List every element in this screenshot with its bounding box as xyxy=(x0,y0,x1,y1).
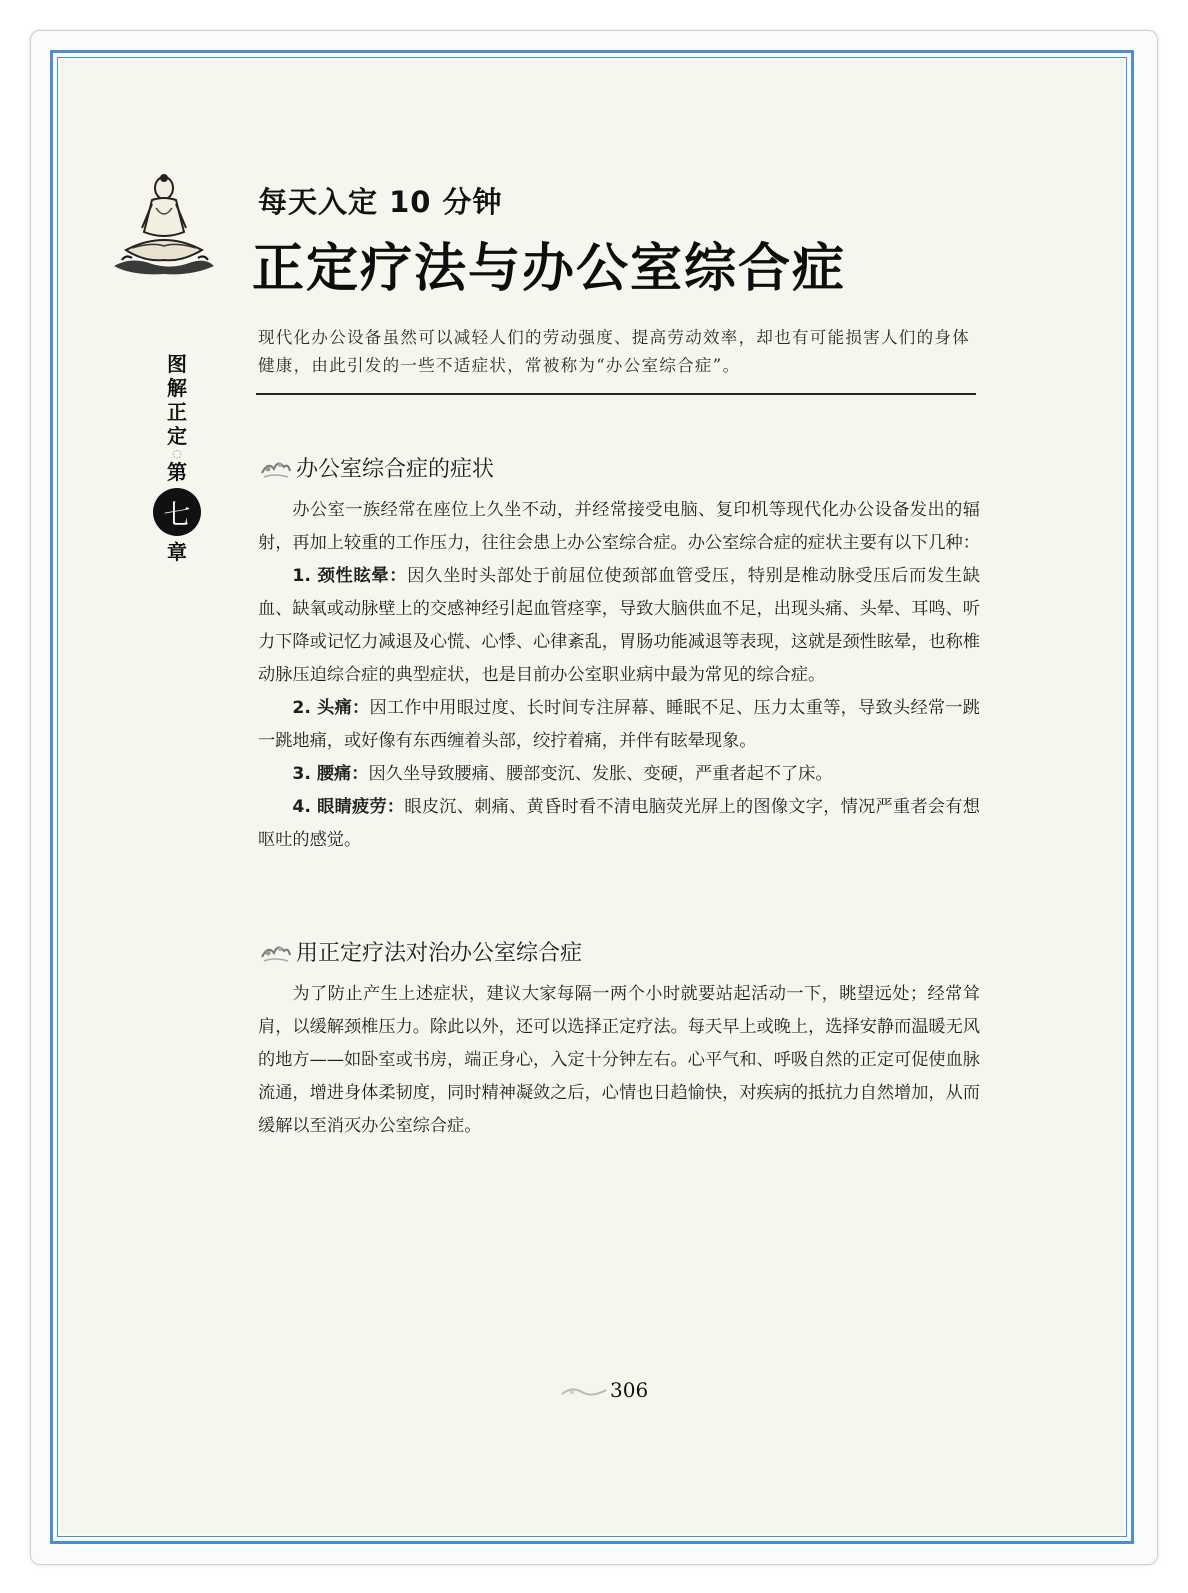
section-intro-paragraph: 办公室一族经常在座位上久坐不动，并经常接受电脑、复印机等现代化办公设备发出的辐射，再加上较重的工作压力，往往会患上办公室综合症。办公室综合症的症状主要有以下几种： xyxy=(258,500,980,553)
symptom-label: 2. 头痛： xyxy=(292,698,370,718)
lotus-ornament-icon xyxy=(258,939,292,965)
divider-mark-icon: ◌ xyxy=(172,447,182,460)
section-heading-text: 办公室综合症的症状 xyxy=(296,457,495,482)
chapter-suffix: 章 xyxy=(167,540,187,564)
symptom-label: 4. 眼睛疲劳： xyxy=(292,797,405,817)
symptom-item xyxy=(258,791,980,857)
symptom-label: 1. 颈性眩晕： xyxy=(292,566,408,586)
side-tab-char: 图 xyxy=(167,352,187,376)
chapter-number-badge: 七 xyxy=(153,488,201,536)
side-tab-char: 定 xyxy=(167,424,187,448)
symptom-item xyxy=(258,560,980,692)
intro-paragraph: 现代化办公设备虽然可以减轻人们的劳动强度、提高劳动效率，却也有可能损害人们的身体健康，由此引发的一些不适症状，常被称为“办公室综合症”。 xyxy=(258,328,970,375)
section-symptoms-body xyxy=(258,494,980,857)
header-divider xyxy=(256,393,976,395)
page-number-ornament-icon xyxy=(560,1384,608,1400)
symptom-item xyxy=(258,758,980,791)
section-therapy-body xyxy=(258,978,980,1143)
buddha-illustration xyxy=(112,170,216,282)
chapter-side-tab xyxy=(150,352,204,564)
symptom-label: 3. 腰痛： xyxy=(292,764,369,784)
page-title: 正定疗法与办公室综合症 xyxy=(252,238,847,299)
symptom-text: 眼皮沉、刺痛、黄昏时看不清电脑荧光屏上的图像文字，情况严重者会有想呕吐的感觉。 xyxy=(258,797,980,850)
section-heading-symptoms xyxy=(258,452,494,483)
section-heading-therapy xyxy=(258,936,582,967)
lotus-ornament-icon xyxy=(258,455,292,481)
symptom-item xyxy=(258,692,980,758)
symptom-text: 因工作中用眼过度、长时间专注屏幕、睡眠不足、压力太重等，导致头经常一跳一跳地痛，或好像有东西缠着头部，绞拧着痛，并伴有眩晕现象。 xyxy=(258,698,980,751)
series-title: 每天入定 10 分钟 xyxy=(258,185,503,219)
chapter-prefix: 第 xyxy=(167,460,187,484)
symptom-text: 因久坐时头部处于前屈位使颈部血管受压，特别是椎动脉受压后而发生缺血、缺氧或动脉壁上的交感神经引起血管痉挛，导致大脑供血不足，出现头痛、头晕、耳鸣、听力下降或记忆力减退及心慌、心悸、心律紊乱，胃肠功能减退等表现，这就是颈性眩晕，也称椎动脉压迫综合症的典型症状，也是目前办公室职业病中最为常见的综合症。 xyxy=(258,566,980,685)
page-number: 306 xyxy=(610,1378,649,1402)
therapy-paragraph: 为了防止产生上述症状，建议大家每隔一两个小时就要站起活动一下，眺望远处；经常耸肩，以缓解颈椎压力。除此以外，还可以选择正定疗法。每天早上或晚上，选择安静而温暖无风的地方——如卧室或书房，端正身心，入定十分钟左右。心平气和、呼吸自然的正定可促使血脉流通，增进身体柔韧度，同时精神凝敛之后，心情也日趋愉快，对疾病的抵抗力自然增加，从而缓解以至消灭办公室综合症。 xyxy=(258,984,980,1136)
section-heading-text: 用正定疗法对治办公室综合症 xyxy=(296,941,583,966)
side-tab-char: 解 xyxy=(167,376,187,400)
symptom-text: 因久坐导致腰痛、腰部变沉、发胀、变硬，严重者起不了床。 xyxy=(368,764,833,784)
side-tab-char: 正 xyxy=(167,400,187,424)
